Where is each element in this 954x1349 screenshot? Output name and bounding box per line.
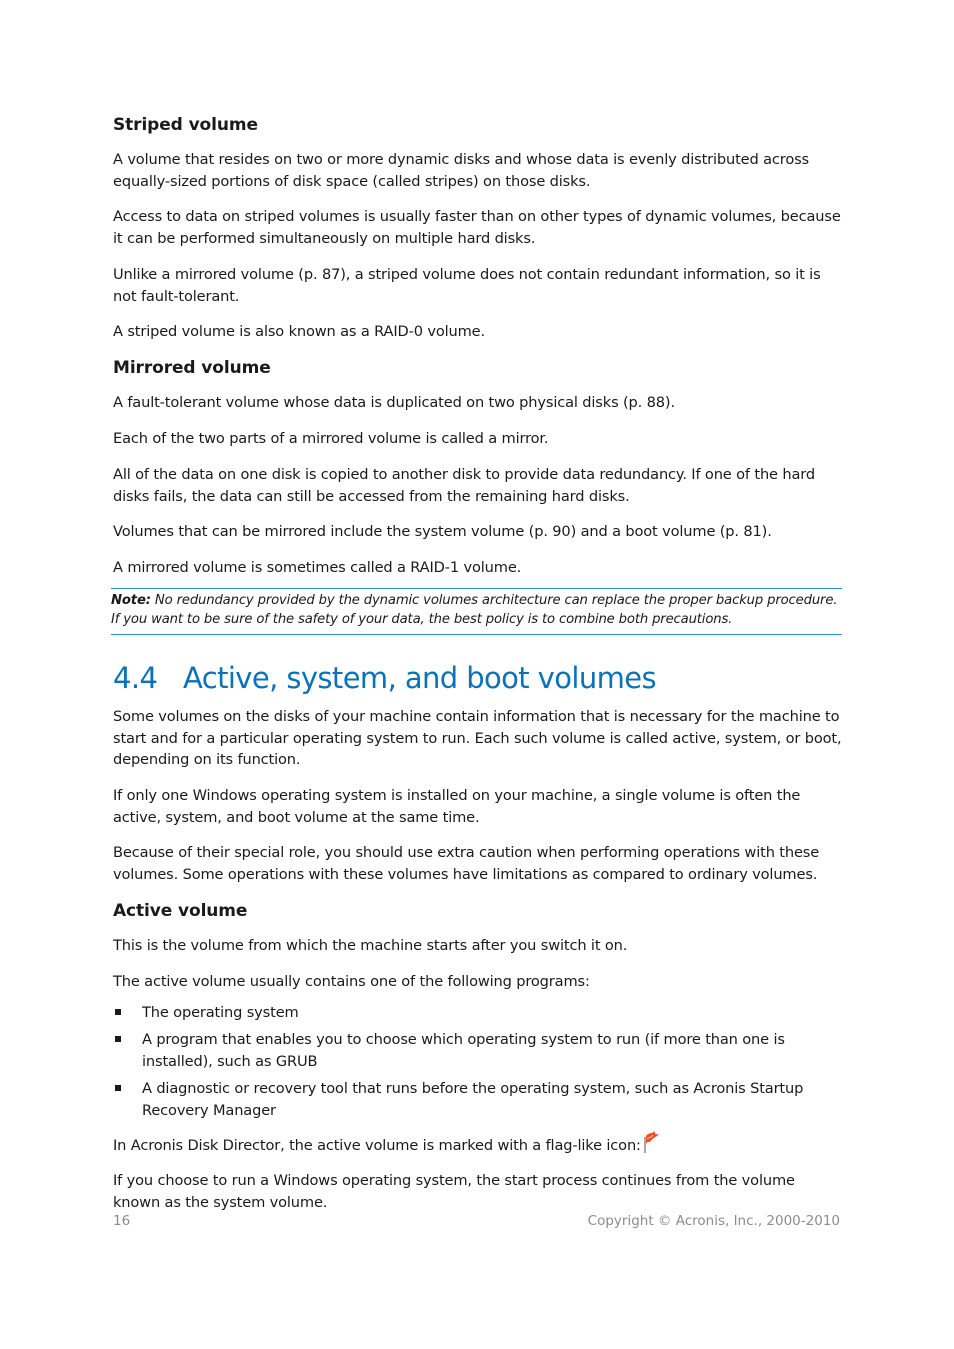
- mirrored-volume-heading: Mirrored volume: [113, 358, 271, 378]
- bullet-marker: [115, 1036, 121, 1042]
- page-number: 16: [113, 1213, 131, 1229]
- list-item: A diagnostic or recovery tool that runs before the operating system, such as Acronis Startup Recovery Manager: [113, 1078, 843, 1121]
- copyright: Copyright © Acronis, Inc., 2000-2010: [587, 1213, 840, 1229]
- bullet-marker: [115, 1009, 121, 1015]
- striped-paragraph-3: Unlike a mirrored volume (p. 87), a striped volume does not contain redundant information, so it is not fault-tolerant.: [113, 266, 821, 305]
- mirrored-paragraph-5: A mirrored volume is sometimes called a RAID-1 volume.: [113, 559, 522, 576]
- striped-paragraph-1: A volume that resides on two or more dynamic disks and whose data is evenly distributed across equally-sized portions of disk space (called stripes) on those disks.: [113, 151, 809, 190]
- note-box: [111, 588, 842, 635]
- list-item: The operating system: [113, 1002, 843, 1024]
- active-paragraph-4: If you choose to run a Windows operating system, the start process continues from the volume known as the system volume.: [113, 1172, 795, 1211]
- active-paragraph-3: In Acronis Disk Director, the active volume is marked with a flag-like icon:: [113, 1131, 660, 1160]
- striped-volume-heading: Striped volume: [113, 115, 258, 135]
- mirrored-paragraph-1: A fault-tolerant volume whose data is duplicated on two physical disks (p. 88).: [113, 394, 675, 411]
- note-label: Note:: [111, 593, 151, 608]
- active-paragraph-2: The active volume usually contains one of the following programs:: [113, 973, 590, 990]
- list-item: A program that enables you to choose which operating system to run (if more than one is installed), such as GRUB: [113, 1029, 843, 1072]
- section-title: Active, system, and boot volumes: [183, 661, 657, 695]
- section-paragraph-2: If only one Windows operating system is installed on your machine, a single volume is often the active, system, and boot volume at the same time.: [113, 787, 801, 826]
- striped-paragraph-4: A striped volume is also known as a RAID-0 volume.: [113, 323, 486, 340]
- note-text: No redundancy provided by the dynamic volumes architecture can replace the proper backup procedure. If you want to be sure of the safety of your data, the best policy is to combine both precautions.: [111, 593, 838, 627]
- section-heading: [113, 661, 656, 695]
- mirrored-paragraph-4: Volumes that can be mirrored include the system volume (p. 90) and a boot volume (p. 81).: [113, 523, 772, 540]
- active-volume-heading: Active volume: [113, 901, 248, 921]
- section-paragraph-1: Some volumes on the disks of your machine contain information that is necessary for the machine to start and for a particular operating system to run. Each such volume is called active, system, or boot, depending on its function.: [113, 708, 842, 768]
- section-number: 4.4: [113, 661, 158, 695]
- mirrored-paragraph-3: All of the data on one disk is copied to another disk to provide data redundancy. If one of the hard disks fails, the data can still be accessed from the remaining hard disks.: [113, 466, 815, 505]
- flag-icon: [643, 1131, 660, 1160]
- striped-paragraph-2: Access to data on striped volumes is usually faster than on other types of dynamic volumes, because it can be performed simultaneously on multiple hard disks.: [113, 208, 841, 247]
- mirrored-paragraph-2: Each of the two parts of a mirrored volume is called a mirror.: [113, 430, 549, 447]
- bullet-marker: [115, 1085, 121, 1091]
- active-paragraph-1: This is the volume from which the machine starts after you switch it on.: [113, 937, 628, 954]
- section-paragraph-3: Because of their special role, you should use extra caution when performing operations with these volumes. Some operations with these volumes have limitations as compared to ordinary volumes.: [113, 844, 820, 883]
